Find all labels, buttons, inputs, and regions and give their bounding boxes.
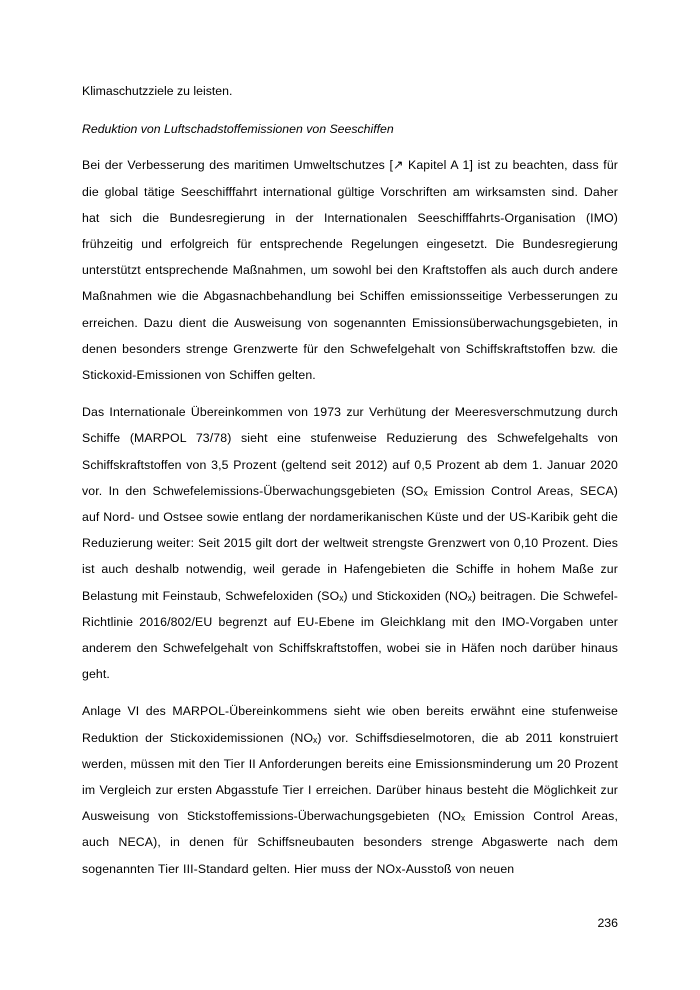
page-content	[82, 78, 618, 893]
section-heading: Reduktion von Luftschadstoffemissionen von Seeschiffen	[82, 122, 394, 137]
body-paragraph-1: Bei der Verbesserung des maritimen Umweltschutzes [↗ Kapitel A 1] ist zu beachten, dass für die global tätige Seeschifffahrt international gültige Vorschriften am wirksamsten sind. Daher hat sich die Bundesregierung in der Internationalen Seeschifffahrts-Organisation (IMO) frühzeitig und erfolgreich für entsprechende Regelungen eingesetzt. Die Bundesregierung unterstützt entsprechende Maßnahmen, um sowohl bei den Kraftstoffen als auch durch andere Maßnahmen wie die Abgasnachbehandlung bei Schiffen emissionsseitige Verbesserungen zu erreichen. Dazu dient die Ausweisung von sogenannten Emissionsüberwachungsgebieten, in denen besonders strenge Grenzwerte für den Schwefelgehalt von Schiffskraftstoffen bzw. die Stickoxid-Emissionen von Schiffen gelten.	[82, 158, 618, 383]
body-paragraph-3: Anlage VI des MARPOL-Übereinkommens sieht wie oben bereits erwähnt eine stufenweise Reduktion der Stickoxidemissionen (NOₓ) vor. Schiffsdieselmotoren, die ab 2011 konstruiert werden, müssen mit den Tier II Anforderungen bereits eine Emissionsminderung um 20 Prozent im Vergleich zur ersten Abgasstufe Tier I erreichen. Darüber hinaus besteht die Möglichkeit zur Ausweisung von Stickstoffemissions-Überwachungsgebieten (NOₓ Emission Control Areas, auch NECA), in denen für Schiffsneubauten besonders strenge Abgaswerte nach dem sogenannten Tier III-Standard gelten. Hier muss der NOx-Ausstoß von neuen	[82, 704, 618, 876]
paragraph-continuation: Klimaschutzziele zu leisten.	[82, 84, 233, 98]
body-paragraph-2: Das Internationale Übereinkommen von 1973 zur Verhütung der Meeresverschmutzung durch Schiffe (MARPOL 73/78) sieht eine stufenweise Reduzierung des Schwefelgehalts von Schiffskraftstoffen von 3,5 Prozent (geltend seit 2012) auf 0,5 Prozent ab dem 1. Januar 2020 vor. In den Schwefelemissions-Überwachungsgebieten (SOₓ Emission Control Areas, SECA) auf Nord- und Ostsee sowie entlang der nordamerikanischen Küste und der US-Karibik geht die Reduzierung weiter: Seit 2015 gilt dort der weltweit strengste Grenzwert von 0,10 Prozent. Dies ist auch deshalb notwendig, weil gerade in Hafengebieten die Schiffe in hohem Maße zur Belastung mit Feinstaub, Schwefeloxiden (SOₓ) und Stickoxiden (NOₓ) beitragen. Die Schwefel-Richtlinie 2016/802/EU begrenzt auf EU-Ebene im Gleichklang mit den IMO-Vorgaben unter anderem den Schwefelgehalt von Schiffskraftstoffen, wobei sie in Häfen noch darüber hinaus geht.	[82, 405, 618, 682]
page-number: 236	[597, 916, 618, 930]
